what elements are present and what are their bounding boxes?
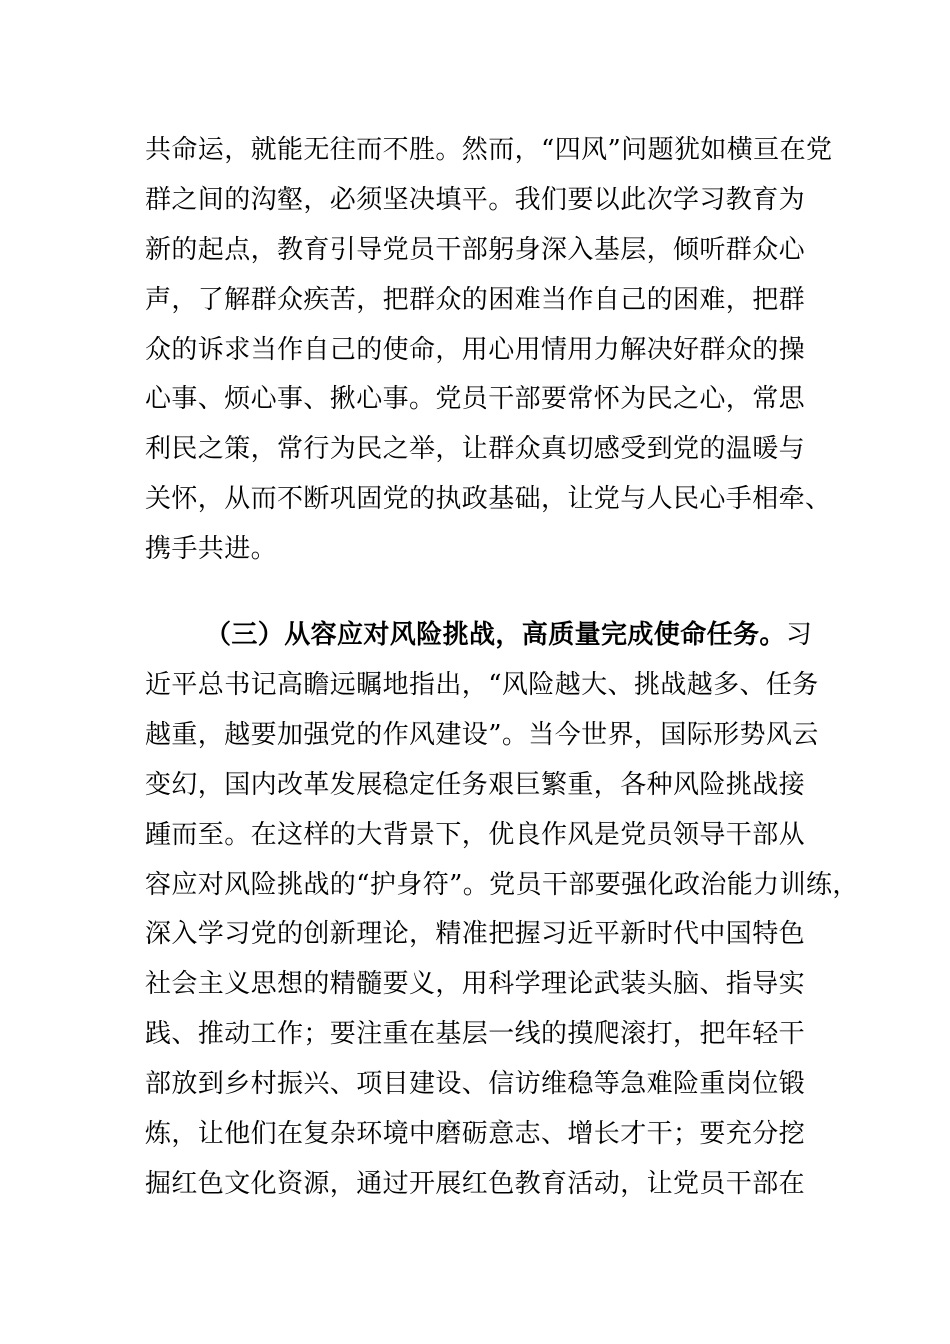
section-first-line bbox=[205, 620, 812, 650]
heading-trailing-text: 习 bbox=[785, 620, 813, 650]
text-line: 声，了解群众疾苦，把群众的困难当作自己的困难，把群 bbox=[145, 285, 806, 315]
text-line: 心事、烦心事、揪心事。党员干部要常怀为民之心，常思 bbox=[145, 384, 806, 414]
text-line: 践、推动工作；要注重在基层一线的摸爬滚打，把年轻干 bbox=[145, 1019, 806, 1049]
text-line: 群之间的沟壑，必须坚决填平。我们要以此次学习教育为 bbox=[145, 185, 806, 215]
text-line: 越重，越要加强党的作风建设”。当今世界，国际形势风云 bbox=[145, 720, 819, 750]
text-line: 携手共进。 bbox=[145, 534, 278, 564]
text-line: 深入学习党的创新理论，精准把握习近平新时代中国特色 bbox=[145, 919, 806, 949]
text-line: 共命运，就能无往而不胜。然而，“四风”问题犹如横亘在党 bbox=[145, 135, 833, 165]
text-line: 新的起点，教育引导党员干部躬身深入基层，倾听群众心 bbox=[145, 235, 806, 265]
text-line: 部放到乡村振兴、项目建设、信访维稳等急难险重岗位锻 bbox=[145, 1069, 806, 1099]
text-line: 踵而至。在这样的大背景下，优良作风是党员领导干部从 bbox=[145, 820, 806, 850]
text-line: 炼，让他们在复杂环境中磨砺意志、增长才干；要充分挖 bbox=[145, 1119, 806, 1149]
text-line: 掘红色文化资源，通过开展红色教育活动，让党员干部在 bbox=[145, 1169, 806, 1199]
text-line: 容应对风险挑战的“护身符”。党员干部要强化政治能力训练， bbox=[145, 870, 859, 900]
text-line: 众的诉求当作自己的使命，用心用情用力解决好群众的操 bbox=[145, 335, 806, 365]
text-line: 利民之策，常行为民之举，让群众真切感受到党的温暖与 bbox=[145, 434, 806, 464]
text-line: 近平总书记高瞻远瞩地指出，“风险越大、挑战越多、任务 bbox=[145, 670, 819, 700]
text-line: 变幻，国内改革发展稳定任务艰巨繁重，各种风险挑战接 bbox=[145, 770, 806, 800]
text-line: 关怀，从而不断巩固党的执政基础，让党与人民心手相牵、 bbox=[145, 484, 832, 514]
text-line: 社会主义思想的精髓要义，用科学理论武装头脑、指导实 bbox=[145, 969, 806, 999]
section-heading: （三）从容应对风险挑战，高质量完成使命任务。 bbox=[205, 620, 786, 650]
